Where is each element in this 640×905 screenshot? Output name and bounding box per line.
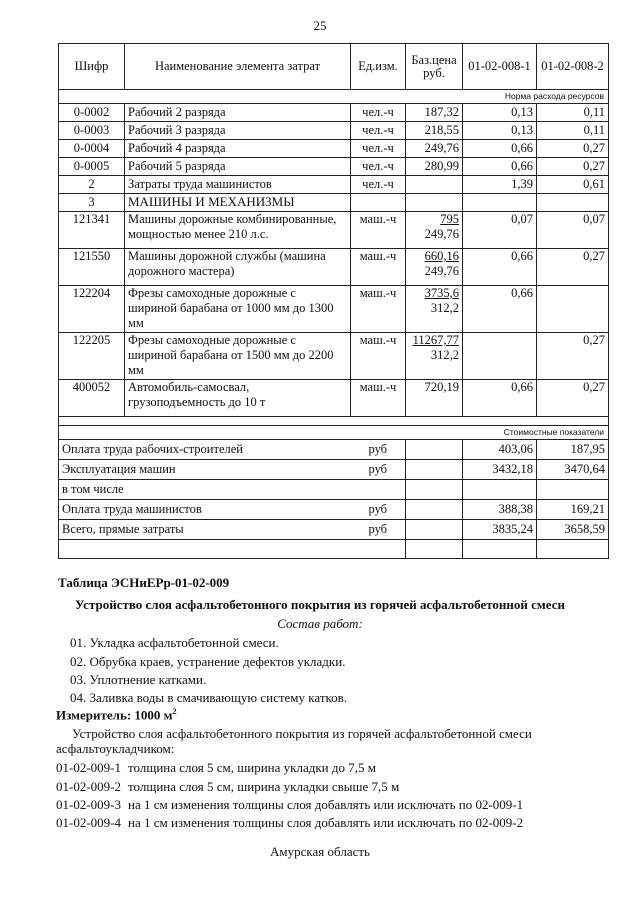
price-current: 660,16 [424,249,459,263]
price-current: 720,19 [424,380,459,394]
spacer-cell [406,540,463,559]
row-code: 121341 [59,212,125,249]
variant-item [56,815,523,831]
header-price-line1: Баз.цена [411,52,457,67]
row-value-col1: 0,66 [463,380,537,417]
row-value-col1: 1,39 [463,176,537,194]
row-unit: маш.-ч [351,286,406,333]
measure-unit [56,707,177,723]
summary-value-col1 [463,480,537,500]
table-header-row [59,44,609,90]
row-name: Рабочий 4 разряда [125,140,351,158]
summary-name: в том числе [59,480,351,500]
summary-name: Оплата труда машинистов [59,500,351,520]
row-value-col2: 0,27 [537,158,609,176]
row-unit: чел.-ч [351,176,406,194]
header-unit: Ед.изм. [351,44,406,90]
summary-unit: руб [351,500,406,520]
row-code: 0-0002 [59,104,125,122]
row-code: 122204 [59,286,125,333]
row-code: 121550 [59,249,125,286]
header-col2: 01-02-008-2 [537,44,609,90]
summary-name: Всего, прямые затраты [59,520,351,540]
work-item: 02. Обрубка краев, устранение дефектов укладки. [70,654,346,669]
table-row [59,333,609,380]
summary-value-col2: 3658,59 [537,520,609,540]
cost-header: Стоимостные показатели [59,426,609,440]
row-price [406,333,463,380]
spacer-cell [463,540,537,559]
summary-unit [351,480,406,500]
row-unit: чел.-ч [351,122,406,140]
row-price: 187,32 [406,104,463,122]
row-name: Фрезы самоходные дорожные с шириной барабана от 1000 мм до 1300 мм [125,286,351,333]
row-price [406,380,463,417]
resource-table [58,43,609,559]
header-code: Шифр [59,44,125,90]
table-row [59,286,609,333]
row-code: 0-0005 [59,158,125,176]
table-row [59,249,609,286]
region-footer: Амурская область [270,844,370,859]
row-code: 2 [59,176,125,194]
work-item: 01. Укладка асфальтобетонной смеси. [70,635,279,650]
variant-code: 01-02-009-4 [56,815,121,830]
measure-superscript: 2 [172,707,177,716]
table-row [59,104,609,122]
price-base: 312,2 [430,301,459,315]
row-price [406,249,463,286]
norm-header-row [59,90,609,104]
spacer-row [59,540,609,559]
machinists-row [59,176,609,194]
summary-unit: руб [351,440,406,460]
row-code: 400052 [59,380,125,417]
variant-text: толщина слоя 5 см, ширина укладки свыше 7,5 м [128,779,400,794]
work-item: 04. Заливка воды в смачивающую систему катков. [70,690,348,705]
machines-section-row [59,194,609,212]
row-value-col1: 0,66 [463,158,537,176]
price-current: 11267,77 [412,333,459,347]
row-value-col1: 0,66 [463,286,537,333]
row-value-col2: 0,27 [537,333,609,380]
row-name: Рабочий 5 разряда [125,158,351,176]
table-row [59,212,609,249]
measure-label: Измеритель: 1000 м [56,707,173,723]
summary-value-col2 [537,480,609,500]
row-code: 0-0003 [59,122,125,140]
row-name: Машины дорожной службы (машина дорожного мастера) [125,249,351,286]
row-unit: маш.-ч [351,333,406,380]
empty-cell [406,500,463,520]
empty-cell [406,460,463,480]
row-value-col1: 0,66 [463,249,537,286]
table-row [59,158,609,176]
cost-header-row [59,426,609,440]
resource-table-container [58,43,608,538]
empty-cell [406,194,463,212]
summary-value-col1: 3432,18 [463,460,537,480]
summary-value-col2: 3470,64 [537,460,609,480]
summary-row [59,520,609,540]
summary-value-col2: 187,95 [537,440,609,460]
price-base: 249,76 [424,227,459,241]
row-price: 218,55 [406,122,463,140]
row-value-col1 [463,333,537,380]
header-price-line2: руб. [423,65,445,80]
header-col1: 01-02-008-1 [463,44,537,90]
summary-row [59,440,609,460]
table-row [59,122,609,140]
section-code: 3 [59,194,125,212]
row-unit: чел.-ч [351,140,406,158]
spacer-cell [59,417,609,426]
summary-name: Эксплуатация машин [59,460,351,480]
row-price: 280,99 [406,158,463,176]
row-value-col1: 0,07 [463,212,537,249]
row-price [406,212,463,249]
table-description: Устройство слоя асфальтобетонного покрытия из горячей асфальтобетонной смеси [75,597,565,612]
price-current: 795 [440,212,459,226]
empty-cell [537,194,609,212]
variant-item [56,797,523,813]
variant-text: толщина слоя 5 см, ширина укладки до 7,5 м [128,760,376,775]
summary-name: Оплата труда рабочих-строителей [59,440,351,460]
page-number: 25 [313,18,327,33]
summary-row [59,460,609,480]
row-code: 122205 [59,333,125,380]
empty-cell [406,520,463,540]
row-name: Рабочий 3 разряда [125,122,351,140]
summary-value-col1: 388,38 [463,500,537,520]
row-value-col2: 0,27 [537,140,609,158]
row-unit: чел.-ч [351,104,406,122]
row-value-col2: 0,27 [537,380,609,417]
row-value-col1: 0,13 [463,104,537,122]
table-row [59,380,609,417]
row-price [406,176,463,194]
spacer-cell [59,540,351,559]
row-unit: чел.-ч [351,158,406,176]
work-item: 03. Уплотнение катками. [70,672,207,687]
price-current: 3735,6 [424,286,459,300]
summary-unit: руб [351,520,406,540]
spacer-row [59,417,609,426]
row-unit: маш.-ч [351,249,406,286]
norm-header: Норма расхода ресурсов [59,90,609,104]
variant-item [56,760,376,776]
price-base: 249,76 [424,264,459,278]
empty-cell [463,194,537,212]
row-value-col2: 0,07 [537,212,609,249]
row-value-col2: 0,11 [537,122,609,140]
variant-code: 01-02-009-2 [56,779,121,794]
row-name: Затраты труда машинистов [125,176,351,194]
spacer-cell [537,540,609,559]
summary-row [59,480,609,500]
row-name: Машины дорожные комбинированные, мощностью менее 210 л.с. [125,212,351,249]
composition-title: Состав работ: [277,616,363,631]
section-title: МАШИНЫ И МЕХАНИЗМЫ [125,194,351,212]
header-name: Наименование элемента затрат [125,44,351,90]
row-value-col2: 0,27 [537,249,609,286]
row-code: 0-0004 [59,140,125,158]
row-unit: маш.-ч [351,212,406,249]
row-price [406,286,463,333]
empty-cell [351,194,406,212]
table-title: Таблица ЭСНиЕРр-01-02-009 [58,575,230,590]
summary-value-col1: 3835,24 [463,520,537,540]
summary-unit: руб [351,460,406,480]
summary-row [59,500,609,520]
row-name: Фрезы самоходные дорожные с шириной барабана от 1500 мм до 2200 мм [125,333,351,380]
row-name: Рабочий 2 разряда [125,104,351,122]
row-value-col2 [537,286,609,333]
row-unit: маш.-ч [351,380,406,417]
summary-value-col1: 403,06 [463,440,537,460]
empty-cell [406,440,463,460]
measure-description: Устройство слоя асфальтобетонного покрытия из горячей асфальтобетонной смеси асфальтоукладчиком: [56,726,532,756]
variant-code: 01-02-009-1 [56,760,121,775]
spacer-cell [351,540,406,559]
variant-text: на 1 см изменения толщины слоя добавлять или исключать по 02-009-2 [128,815,524,830]
price-base: 312,2 [430,348,459,362]
empty-cell [406,480,463,500]
row-value-col1: 0,66 [463,140,537,158]
row-name: Автомобиль-самосвал, грузоподъемность до 10 т [125,380,351,417]
row-price: 249,76 [406,140,463,158]
row-value-col2: 0,11 [537,104,609,122]
table-row [59,140,609,158]
row-value-col2: 0,61 [537,176,609,194]
variant-item [56,779,399,795]
summary-value-col2: 169,21 [537,500,609,520]
variant-code: 01-02-009-3 [56,797,121,812]
variant-text: на 1 см изменения толщины слоя добавлять или исключать по 02-009-1 [128,797,524,812]
row-value-col1: 0,13 [463,122,537,140]
header-price [406,44,463,90]
